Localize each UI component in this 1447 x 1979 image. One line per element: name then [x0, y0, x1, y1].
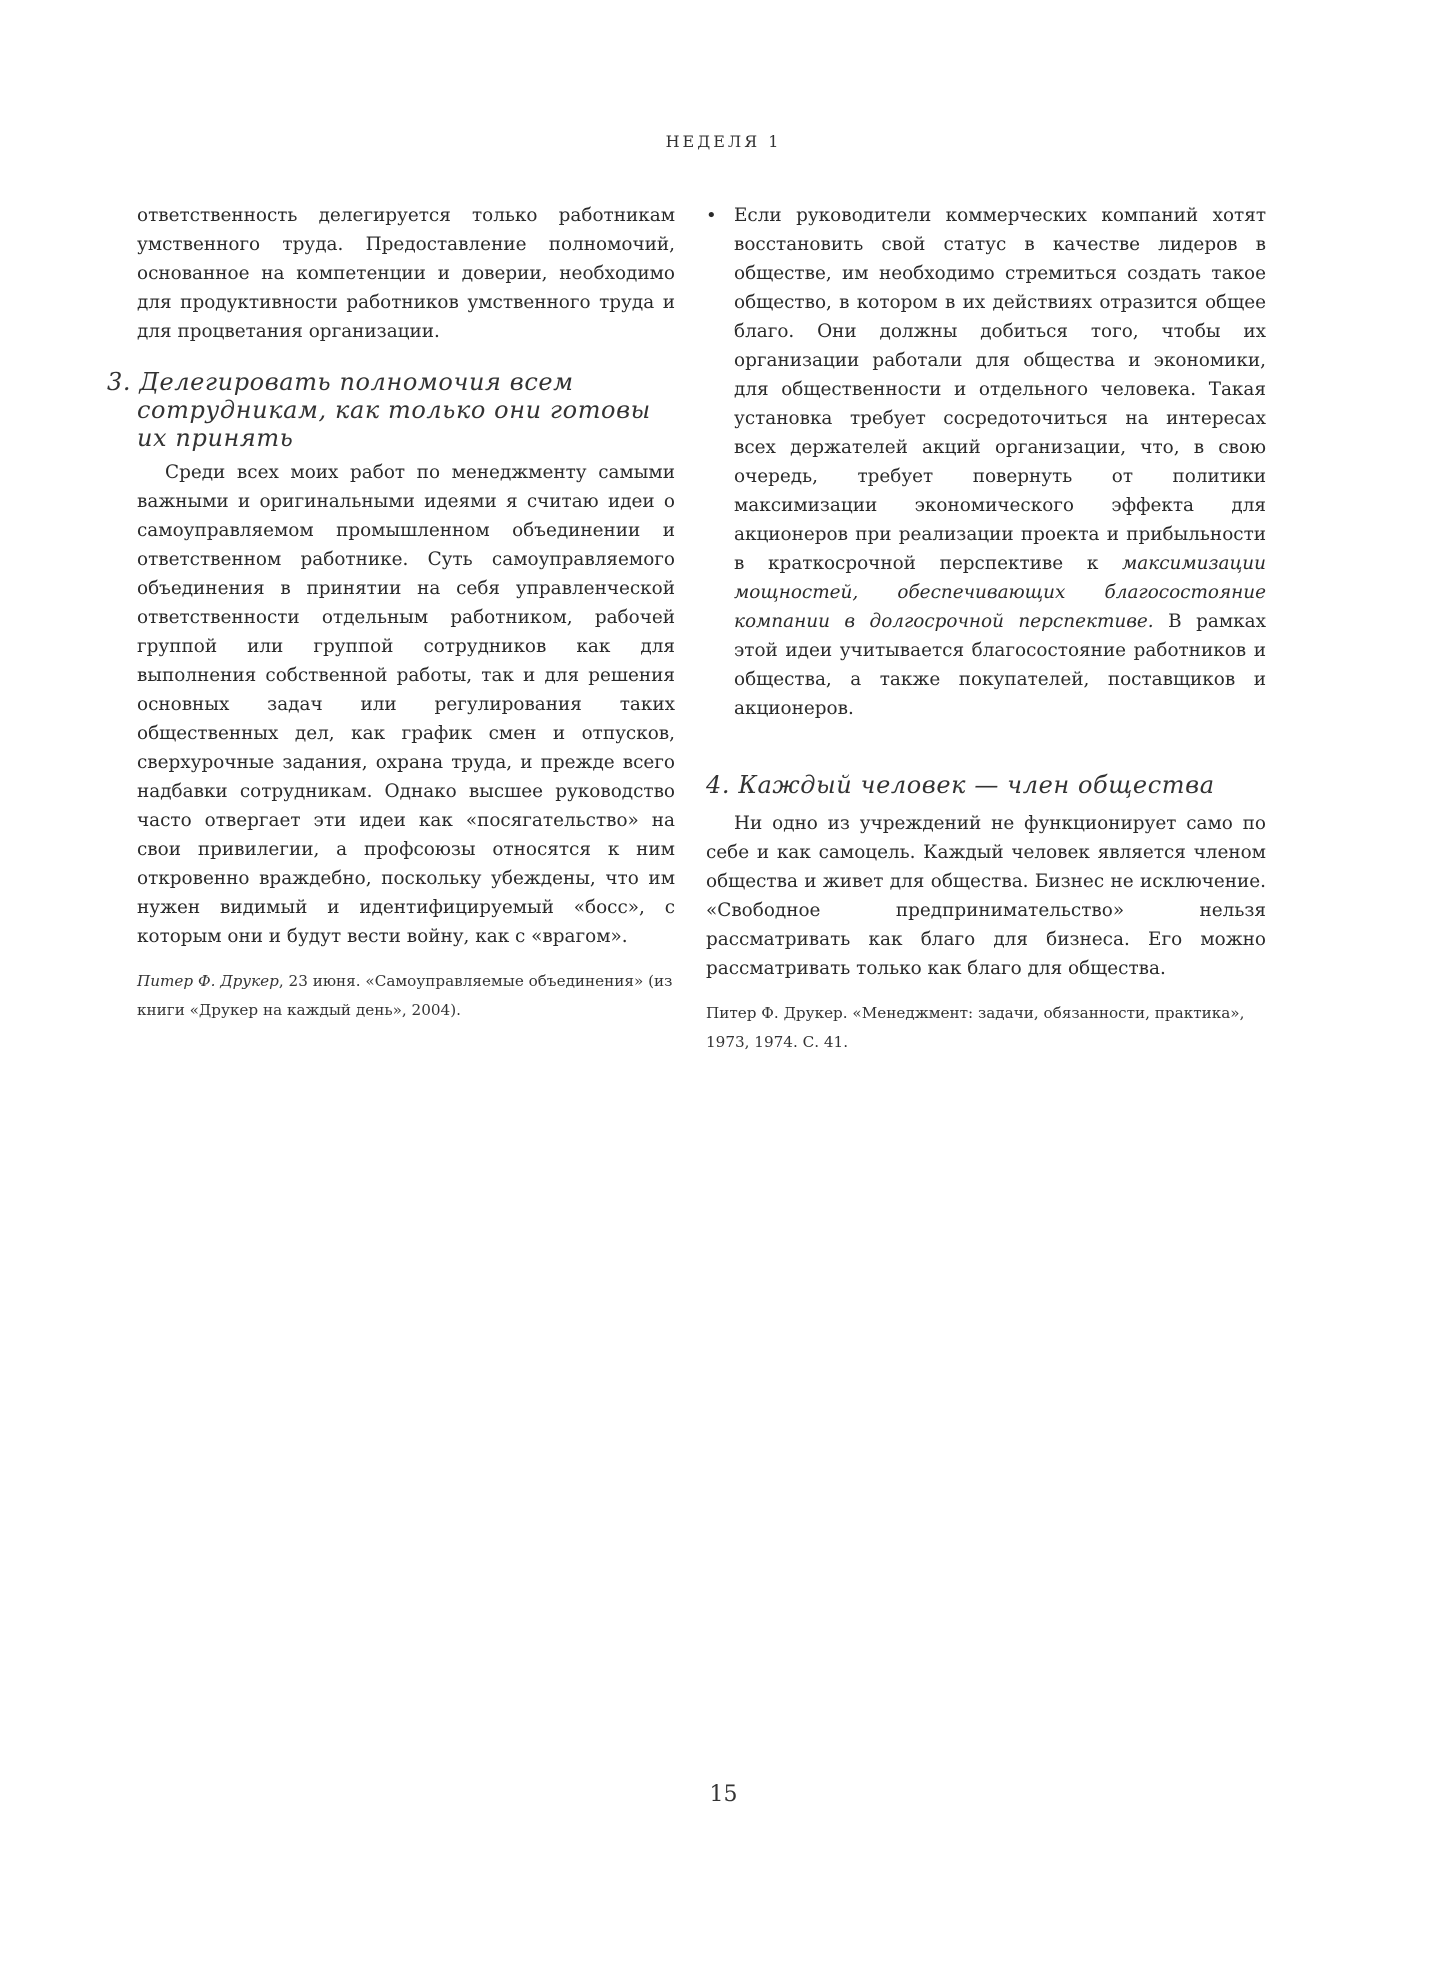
right-column: [706, 201, 1266, 1057]
left-column: [107, 201, 675, 1025]
bullet-marker: •: [706, 205, 717, 226]
bullet-item: [706, 201, 1266, 723]
bullet-emphasis: максимизации мощностей, обеспечивающих благосостояние компании в долгосрочной перспективе.: [734, 553, 1266, 632]
section-4-paragraph: Ни одно из учреждений не функционирует само по себе и как самоцель. Каждый человек является членом общества и живет для общества. Бизнес не исключение. «Свободное предпринимательство» нельзя рассматривать как благо для бизнеса. Его можно рассматривать только как благо для общества.: [706, 813, 1266, 979]
section-3-heading: 3. Делегировать полномочия всем сотрудникам, как только они готовы их принять: [107, 368, 651, 452]
section-3-paragraph: Среди всех моих работ по менеджменту самыми важными и оригинальными идеями я считаю идеи о самоуправляемом промышленном объединении и ответственном работнике. Суть самоуправляемого объединения в принятии на себя управленческой ответственности отдельным работником, рабочей группой или группой сотрудников как для выполнения собственной работы, так и для решения основных задач или регулирования таких общественных дел, как график смен и отпусков, сверхурочные задания, охрана труда, и прежде всего надбавки сотрудникам. Однако высшее руководство часто отвергает эти идеи как «посягательство» на свои привилегии, а профсоюзы относятся к ним откровенно враждебно, поскольку убеждены, что им нужен видимый и идентифицируемый «босс», с которым они и будут вести войну, как с «врагом».: [137, 462, 675, 947]
left-source-author: Питер Ф. Друкер: [137, 972, 279, 990]
left-source-citation: [137, 967, 675, 1025]
bullet-text-a: Если руководители коммерческих компаний хотят восстановить свой статус в качестве лидеров в обществе, им необходимо стремиться создать такое общество, в котором в их действиях отразится общее благо. Они должны добиться того, чтобы их организации работали для общества и экономики, для общественности и отдельного человека. Такая установка требует сосредоточиться на интересах всех держателей акций организации, что, в свою очередь, требует повернуть от политики максимизации экономического эффекта для акционеров при реализации проекта и прибыльности в краткосрочной перспективе к: [734, 205, 1266, 574]
right-source-citation: Питер Ф. Друкер. «Менеджмент: задачи, обязанности, практика», 1973, 1974. С. 41.: [706, 1004, 1245, 1051]
bullet-paragraph: [734, 201, 1266, 723]
bullet-text-b: В рамках этой идеи учитывается благосостояние работников и общества, а также покупателей, поставщиков и акционеров.: [734, 611, 1266, 719]
section-4-heading: 4. Каждый человек — член общества: [706, 771, 1215, 799]
running-head: НЕДЕЛЯ 1: [665, 132, 782, 151]
left-source-rest: , 23 июня. «Самоуправляемые объединения» (из книги «Друкер на каждый день», 2004).: [137, 972, 673, 1019]
left-paragraph-continued: ответственность делегируется только работникам умственного труда. Предоставление полномочий, основанное на компетенции и доверии, необходимо для продуктивности работников умственного труда и для процветания организации.: [137, 205, 675, 342]
page-number: 15: [709, 1782, 738, 1807]
